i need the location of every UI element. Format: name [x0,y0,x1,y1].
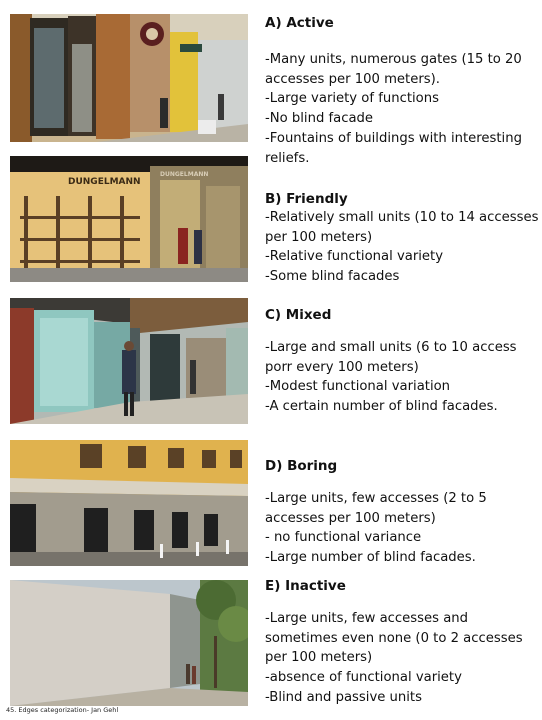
boring-street-photo [10,440,248,566]
description-line: -Relatively small units (10 to 14 accesses [265,210,539,225]
category-mixed [265,306,537,417]
description-line: sometimes even none (0 to 2 accesses [265,630,523,646]
description-line: per 100 meters) [265,650,373,666]
description-line: -Fountains of buildings with interesting [265,130,522,146]
shop-sign-small: DUNGELMANN [160,171,209,178]
description-line: -A certain number of blind facades. [265,399,498,415]
category-heading: D) Boring [265,458,338,474]
mixed-street-photo [10,298,248,424]
description-line: -absence of functional variety [265,670,462,686]
description-line: accesses per 100 meters). [265,71,440,87]
description-line: -Large and small units (6 to 10 access [265,340,517,355]
description-line: -Large number of blind facades. [265,550,476,566]
description-line: -No blind facade [265,111,374,127]
inactive-street-photo [10,580,248,706]
category-friendly [265,190,537,287]
description-line: -Large units, few accesses and [265,611,469,626]
category-heading: B) Friendly [265,191,348,207]
description-line: -Large variety of functions [265,91,439,107]
description-line: -Relative functional variety [265,249,443,265]
category-heading: A) Active [265,15,334,31]
description-line: -Some blind facades [265,269,400,285]
description-line: -Large units, few accesses (2 to 5 [265,491,487,506]
description-line: porr every 100 meters) [265,359,419,375]
category-active [265,14,537,168]
description-line: - no functional variance [265,530,422,546]
description-line: per 100 meters) [265,229,373,245]
category-heading: C) Mixed [265,307,332,323]
figure-caption: 45. Edges categorization- Jan Gehl [6,706,119,714]
category-heading: E) Inactive [265,578,346,594]
friendly-street-photo [10,156,248,282]
description-line: accesses per 100 meters) [265,510,436,526]
shop-sign: DUNGELMANN [68,177,141,187]
description-line: -Blind and passive units [265,689,422,705]
category-boring [265,457,537,568]
category-inactive [265,577,537,708]
description-line: -Modest functional variation [265,379,451,395]
active-street-photo [10,14,248,142]
description-line: -Many units, numerous gates (15 to 20 [265,52,522,67]
description-line: reliefs. [265,150,310,166]
